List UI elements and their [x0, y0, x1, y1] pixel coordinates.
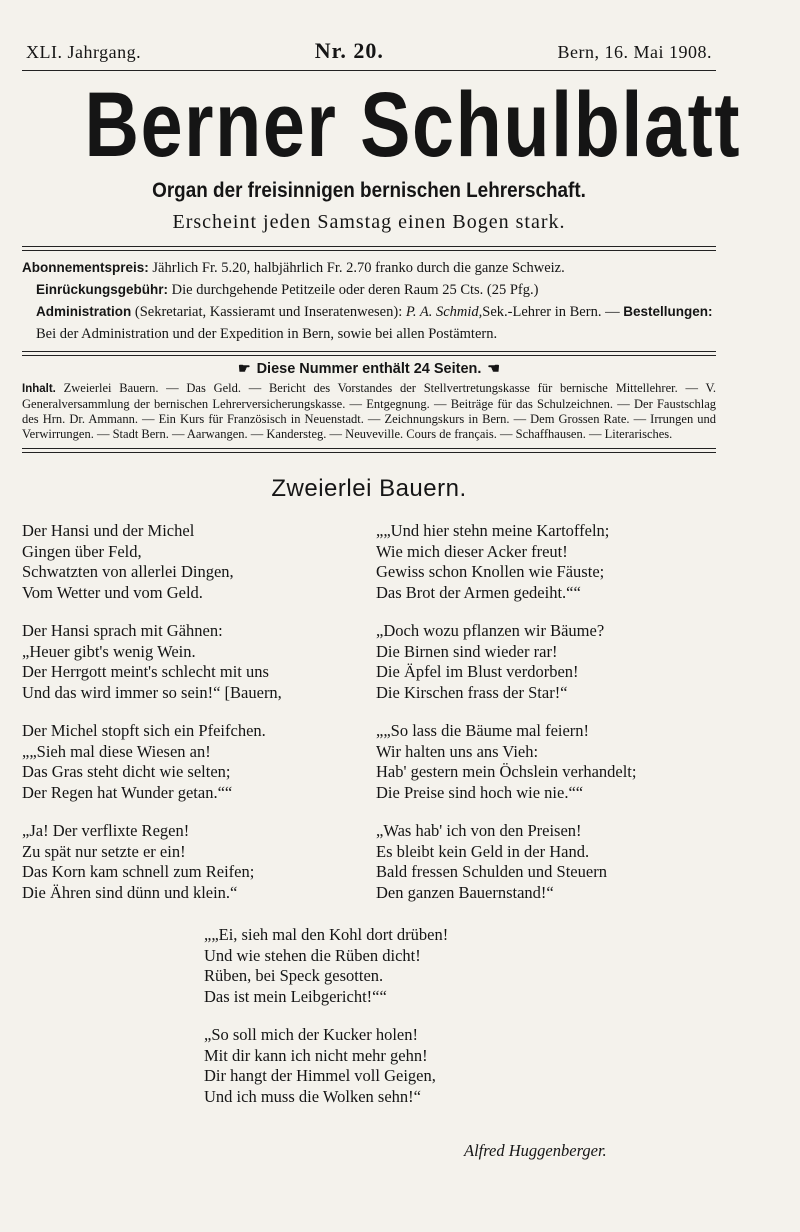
poem-line: „Ja! Der verflixte Regen! [22, 821, 190, 840]
pointing-hand-right-icon: ☛ [238, 360, 251, 376]
poem-stanza [376, 521, 716, 603]
poem-line: „„So lass die Bäume mal feiern! [376, 721, 590, 740]
poem-line: Der Herrgott meint's schlecht mit uns [22, 662, 269, 681]
poem-line: Und das wird immer so sein!“ [Bauern, [22, 682, 282, 702]
table-of-contents [22, 381, 716, 448]
poem-line: „Doch wozu pflanzen wir Bäume? [376, 621, 605, 640]
poem-line: Die Birnen sind wieder rar! [376, 641, 558, 661]
poem-stanza [22, 521, 362, 603]
poem-line: Den ganzen Bauernstand!“ [376, 882, 554, 902]
einrueckung-label: Einrückungsgebühr: [36, 282, 169, 297]
contents-text: Zweierlei Bauern. — Das Geld. — Bericht des Vorstandes der Stellvertretungskasse für bernische Mittellehrer. — V. Generalversammlung der bernischen Lehrerversicherungskasse. — Entgegnung. — Beiträge für das Schulzeichnen. — Der Faustschlag des Hrn. Dr. Ammann. — Ein Kurs für Französisch in Neuenstadt. — Zeichnungskurs in Bern. — Dem Grossen Rate. — Irrungen und Verwirrungen. — Stadt Bern. — Aarwangen. — Kandersteg. — Neuveville. Cours de français. — Schaffhausen. — Literarisches. [22, 381, 716, 441]
poem-line: Das ist mein Leibgericht!““ [204, 986, 387, 1006]
poem-stanza [22, 721, 362, 803]
poem-line: Und ich muss die Wolken sehn!“ [204, 1086, 421, 1106]
subscription-info [22, 251, 716, 351]
divider [22, 448, 716, 453]
poem-line: Zu spät nur setzte er ein! [22, 841, 186, 861]
newspaper-title: Berner Schulblatt [84, 74, 742, 176]
poem-line: Es bleibt kein Geld in der Hand. [376, 841, 590, 861]
newspaper-page [22, 38, 742, 1125]
administration-label: Administration [36, 304, 132, 319]
poem-line: Vom Wetter und vom Geld. [22, 582, 203, 602]
poem-line: Der Hansi und der Michel [22, 521, 195, 540]
divider [22, 351, 716, 356]
poem-final-stanzas [204, 925, 716, 1107]
contents-label: Inhalt. [22, 383, 56, 395]
poem-line: Die Äpfel im Blust verdorben! [376, 662, 579, 681]
poem-stanza [376, 621, 716, 703]
poem-line: Die Kirschen frass der Star!“ [376, 682, 568, 702]
poem-left-column [22, 521, 362, 921]
poem-line: Schwatzten von allerlei Dingen, [22, 562, 234, 581]
poem-stanza [376, 721, 716, 803]
poem-line: Der Hansi sprach mit Gähnen: [22, 621, 223, 640]
poem-line: Das Brot der Armen gedeiht.““ [376, 582, 581, 602]
poem-line: Die Ähren sind dünn und klein.“ [22, 882, 238, 902]
poem-line: „So soll mich der Kucker holen! [204, 1025, 418, 1044]
abonnement-label: Abonnementspreis: [22, 260, 149, 275]
subtitle: Organ der freisinnigen bernischen Lehrerschaft. [152, 179, 586, 202]
poem-line: Der Michel stopft sich ein Pfeifchen. [22, 721, 266, 740]
bestellungen-label: Bestellungen: [623, 304, 713, 319]
issue-notice [22, 360, 716, 377]
bestellungen-text: Bei der Administration und der Expedition in Bern, sowie bei allen Postämtern. [36, 326, 498, 342]
poem-stanza [204, 925, 716, 1007]
poem-line: „Heuer gibt's wenig Wein. [22, 641, 196, 661]
poem-line: Dir hangt der Himmel voll Geigen, [204, 1066, 436, 1085]
pointing-hand-left-icon: ☚ [487, 360, 500, 376]
poem-line: „„Und hier stehn meine Kartoffeln; [376, 521, 610, 540]
poem-line: Und wie stehen die Rüben dicht! [204, 945, 421, 965]
abonnement-text: Jährlich Fr. 5.20, halbjährlich Fr. 2.70 franko durch die ganze Schweiz. [152, 260, 565, 276]
poem-line: „Was hab' ich von den Preisen! [376, 821, 582, 840]
administration-name: P. A. Schmid, [405, 304, 483, 320]
poem-line: Wir halten uns ans Vieh: [376, 741, 539, 761]
poem-line: Der Regen hat Wunder getan.““ [22, 782, 233, 802]
poem-line: Mit dir kann ich nicht mehr gehn! [204, 1045, 428, 1065]
poem-line: Das Korn kam schnell zum Reifen; [22, 862, 255, 881]
issue-number: Nr. 20. [314, 38, 384, 63]
poem-line: Gingen über Feld, [22, 541, 142, 561]
poem-line: „„Ei, sieh mal den Kohl dort drüben! [204, 925, 449, 944]
poem-line: Wie mich dieser Acker freut! [376, 541, 568, 561]
poem-right-column [364, 521, 716, 921]
poem-line: „„Sieh mal diese Wiesen an! [22, 741, 211, 761]
administration-text: (Sekretariat, Kassieramt und Inseratenwesen): [134, 304, 403, 320]
poem-stanza [204, 1025, 716, 1107]
issue-date: Bern, 16. Mai 1908. [557, 42, 712, 62]
divider [22, 70, 716, 71]
poem-columns [22, 521, 716, 921]
poem-line: Rüben, bei Speck gesotten. [204, 966, 384, 985]
tagline: Erscheint jeden Samstag einen Bogen stark. [172, 211, 566, 233]
poem-title: Zweierlei Bauern. [271, 475, 467, 502]
poem-line: Hab' gestern mein Öchslein verhandelt; [376, 762, 637, 781]
volume-label: XLI. Jahrgang. [26, 42, 142, 62]
poem-line: Gewiss schon Knollen wie Fäuste; [376, 562, 605, 581]
notice-text: Diese Nummer enthält 24 Seiten. [256, 361, 482, 377]
poem-line: Die Preise sind hoch wie nie.““ [376, 782, 584, 802]
poem-line: Das Gras steht dicht wie selten; [22, 762, 231, 781]
poem-stanza [22, 621, 362, 703]
poem-author: Alfred Huggenberger. [464, 1141, 607, 1160]
poem-line: Bald fressen Schulden und Steuern [376, 862, 607, 881]
einrueckung-text: Die durchgehende Petitzeile oder deren Raum 25 Cts. (25 Pfg.) [171, 282, 539, 298]
administration-text2: Sek.-Lehrer in Bern. — [482, 304, 620, 320]
poem-stanza [22, 821, 362, 903]
poem-stanza [376, 821, 716, 903]
masthead [22, 38, 716, 64]
